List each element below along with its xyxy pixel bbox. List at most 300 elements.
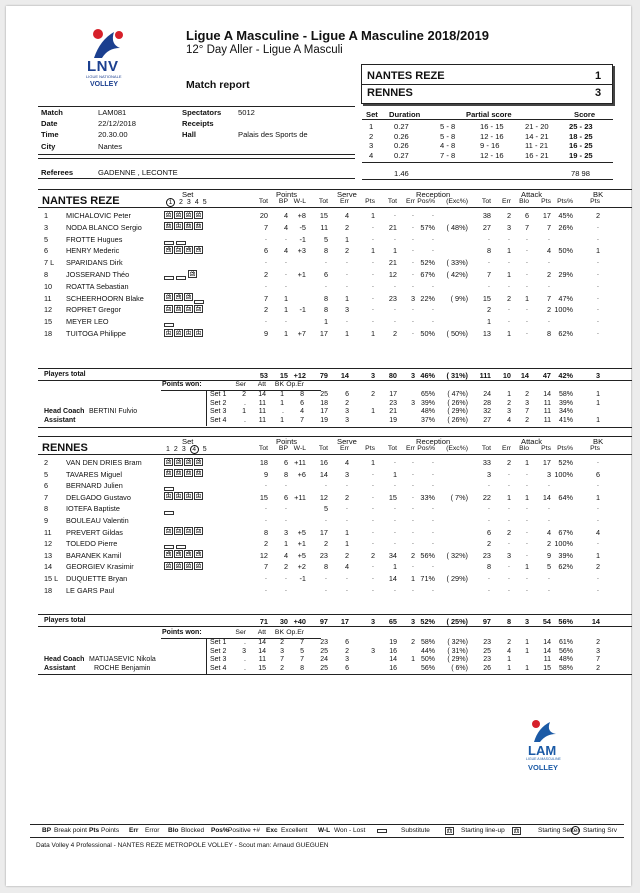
stat-cell: 2	[486, 539, 491, 549]
rule	[362, 84, 613, 85]
stat-cell: 8	[300, 391, 304, 398]
stat-cell: 15	[258, 664, 266, 672]
empty-dot: .	[508, 539, 510, 547]
head-coach-label: Head Coach	[44, 408, 85, 415]
stat-cell: 58%	[558, 664, 573, 672]
rule	[38, 207, 632, 208]
stat-cell: 15	[279, 371, 288, 380]
stat-cell: Pts	[590, 198, 600, 205]
stat-cell: 2	[506, 293, 511, 303]
stat-cell: 1	[242, 408, 246, 415]
stat-cell: ( 47%)	[447, 391, 468, 398]
stat-cell: Tot	[318, 198, 328, 205]
stat-cell: 58%	[558, 391, 573, 398]
empty-dot: .	[346, 504, 348, 512]
empty-dot: .	[372, 492, 374, 500]
empty-dot: .	[412, 469, 414, 477]
stat-cell: .	[244, 399, 246, 407]
stat-cell: 7	[300, 639, 304, 646]
empty-dot: .	[285, 504, 287, 512]
stat-cell: BP	[278, 198, 288, 205]
stat-cell: 44%	[420, 647, 435, 655]
empty-dot: .	[526, 539, 528, 547]
empty-dot: .	[488, 281, 490, 289]
empty-dot: .	[526, 281, 528, 289]
stat-cell: 11	[258, 416, 266, 424]
empty-dot: .	[526, 329, 528, 336]
stat-cell: Err	[501, 198, 511, 205]
set-cell: 18 - 25	[569, 131, 593, 141]
stat-cell: Pts%	[557, 198, 573, 205]
legend-blo-t: Blocked	[181, 827, 205, 834]
set-cell: 0.26	[394, 131, 409, 141]
stat-cell: 17	[319, 527, 328, 537]
empty-dot: .	[548, 258, 550, 266]
stat-cell: 11	[543, 408, 551, 415]
stat-cell: 7	[263, 293, 268, 303]
stat-cell: 3	[345, 408, 349, 415]
empty-dot: .	[412, 527, 414, 535]
score-col-header: Score	[574, 110, 596, 119]
set-cell: 9 - 16	[480, 141, 500, 150]
starting-position-box: 6	[174, 305, 183, 313]
empty-dot: .	[265, 516, 267, 523]
starting-position-box: 2	[174, 562, 183, 570]
empty-dot: .	[488, 574, 490, 581]
stat-cell: Op.Er	[286, 381, 304, 388]
empty-dot: .	[526, 234, 528, 242]
player-name: TUITOGA Philippe	[66, 329, 126, 338]
starting-position-box: 1	[194, 329, 203, 337]
empty-dot: .	[265, 585, 267, 593]
player-number: 3	[44, 222, 49, 232]
stat-cell: 3	[486, 469, 491, 479]
stat-cell: 8	[506, 617, 511, 626]
empty-dot: .	[394, 211, 396, 218]
stat-cell: 1	[524, 458, 529, 467]
empty-dot: .	[432, 562, 434, 570]
stat-cell: 8	[263, 527, 268, 537]
stat-cell: 23	[483, 656, 491, 663]
starting-position-box: 4	[194, 550, 203, 558]
volley-player-icon	[528, 718, 562, 742]
rule	[362, 162, 613, 163]
stat-cell: 8	[300, 664, 304, 672]
set-cell: 12 - 16	[480, 131, 504, 141]
starting-position-box: 2	[184, 211, 193, 219]
stat-cell: 2	[283, 562, 288, 572]
points-header: Points	[276, 437, 298, 446]
set-cell: 1	[369, 122, 374, 131]
referees-label: Referees	[41, 168, 74, 177]
stat-cell: Pts	[365, 198, 375, 205]
stat-cell: 47%	[558, 293, 573, 303]
match-date: 22/12/2018	[98, 119, 137, 128]
empty-dot: .	[372, 481, 374, 489]
empty-dot: .	[526, 504, 528, 512]
report-title: Ligue A Masculine - Ligue A Masculine 2018/2019	[186, 28, 489, 43]
stat-cell: 3	[595, 371, 600, 380]
stat-cell: 48%	[420, 408, 435, 415]
stat-cell: 9	[263, 329, 268, 338]
stat-cell: 1	[344, 539, 349, 549]
empty-dot: .	[526, 270, 528, 277]
set-boxes	[164, 246, 204, 264]
empty-dot: .	[526, 258, 528, 266]
stat-cell: 54	[542, 617, 551, 626]
legend-wl-t: Won - Lost	[334, 827, 366, 834]
starting-position-box: 2	[164, 211, 173, 219]
player-number: 14	[44, 562, 53, 572]
empty-dot: .	[394, 234, 396, 242]
set-boxes	[164, 329, 204, 347]
legend-bp: BP	[42, 827, 52, 834]
stat-cell: 1	[507, 664, 511, 672]
empty-dot: .	[372, 305, 374, 313]
stat-cell: 1	[486, 317, 491, 327]
empty-dot: .	[265, 281, 267, 289]
stat-cell: 2	[596, 664, 600, 672]
empty-dot: .	[548, 504, 550, 512]
stat-cell: +11	[294, 492, 306, 502]
empty-dot: .	[432, 516, 434, 523]
lam-bottom: VOLLEY	[528, 763, 559, 772]
stat-cell: 2	[486, 305, 491, 315]
empty-dot: .	[346, 270, 348, 277]
stat-cell: 1	[524, 562, 529, 572]
stat-cell: 100%	[554, 305, 573, 315]
stat-cell: 1	[370, 211, 375, 220]
stat-cell: 6	[283, 458, 288, 467]
legend-pts: Pts	[89, 827, 100, 834]
empty-dot: .	[508, 281, 510, 289]
head-coach-label: Head Coach	[44, 656, 85, 663]
stat-cell: 1	[392, 469, 397, 479]
stat-cell: ( 26%)	[447, 416, 468, 424]
stat-cell: 1	[411, 656, 415, 663]
stat-cell: 13	[482, 329, 491, 338]
empty-dot: .	[265, 574, 267, 581]
empty-dot: .	[372, 258, 374, 266]
legend-err-t: Error	[145, 827, 160, 834]
empty-dot: .	[548, 234, 550, 242]
legend-exc: Exc	[266, 827, 278, 834]
empty-dot: .	[372, 527, 374, 535]
rule	[38, 674, 632, 675]
starting-position-box: 1	[174, 222, 183, 230]
stat-cell: .	[244, 416, 246, 424]
player-name: TAVARES Miguel	[66, 469, 122, 479]
player-name: NODA BLANCO Sergio	[66, 222, 142, 232]
stat-cell: -1	[299, 574, 306, 583]
stat-cell: 39%	[558, 550, 573, 560]
stat-cell: 6	[595, 469, 600, 479]
player-name: BOULEAU Valentin	[66, 516, 129, 525]
stat-cell: 2	[344, 492, 349, 502]
stat-cell: 2	[595, 211, 600, 220]
stat-cell: BK	[274, 629, 284, 636]
stat-cell: Tot	[481, 445, 491, 452]
stat-cell: Pts	[541, 198, 551, 205]
stat-cell: Err	[339, 445, 349, 452]
stat-cell: 1	[371, 408, 375, 415]
stat-cell: 23	[319, 550, 328, 560]
starting-position-box: 1	[164, 329, 173, 337]
stat-cell: 7	[486, 270, 491, 279]
set-cell: 16 - 21	[525, 150, 549, 160]
lam-sub: LIGUE A MASCULINE	[526, 757, 561, 761]
empty-dot: .	[372, 293, 374, 301]
empty-dot: .	[346, 281, 348, 289]
empty-dot: .	[372, 469, 374, 477]
empty-dot: .	[508, 305, 510, 313]
set-row-label: Set 2	[210, 647, 227, 655]
points-won-label: Points won:	[162, 629, 202, 636]
empty-dot: .	[265, 258, 267, 266]
stat-cell: 2	[323, 539, 328, 549]
stat-cell: 2	[345, 647, 349, 655]
stat-cell: 6	[524, 211, 529, 220]
stat-cell: 80	[388, 371, 397, 380]
stat-cell: 14	[258, 639, 266, 646]
assistant-name: ROCHE Benjamin	[94, 665, 151, 672]
stat-cell: 2	[263, 305, 268, 315]
stat-cell: +1	[297, 270, 306, 279]
player-number: 8	[44, 504, 49, 514]
empty-dot: .	[346, 481, 348, 489]
set-boxes	[164, 270, 198, 288]
starting-position-box: 1	[184, 329, 193, 337]
match-city: Nantes	[98, 142, 123, 151]
stat-cell: 7	[280, 656, 284, 663]
player-name: HENRY Mederic	[66, 246, 120, 256]
empty-dot: .	[412, 317, 414, 325]
legend-blo: Blo	[168, 827, 179, 834]
stat-cell: 1	[595, 246, 600, 256]
stat-cell: 3	[280, 647, 284, 655]
rule	[38, 368, 632, 369]
set-number: 1	[166, 446, 170, 453]
set-cell: 25 - 23	[569, 122, 593, 131]
stat-cell: 56%	[558, 617, 573, 626]
set-number: 2	[179, 199, 183, 206]
volley-player-icon	[86, 26, 130, 60]
match-hall: Palais des Sports de	[238, 130, 308, 139]
attack-header: Attack	[521, 190, 543, 199]
set-number: 2	[173, 446, 178, 453]
stat-cell: 8	[323, 246, 328, 256]
starting-lineup-legend-box: n	[445, 827, 454, 835]
stat-cell: Op.Er	[286, 629, 304, 636]
legend-wl: W-L	[318, 827, 331, 834]
empty-dot: .	[372, 504, 374, 512]
stat-cell: 33	[482, 458, 491, 467]
empty-dot: .	[412, 222, 414, 230]
player-number: 2	[44, 458, 49, 467]
stat-cell: 1	[344, 527, 349, 537]
stat-cell: 1	[525, 647, 529, 655]
stat-cell: 25	[320, 647, 328, 655]
legend-bp-t: Break point	[54, 827, 87, 834]
stat-cell: 2	[263, 539, 268, 549]
stat-cell: 3	[546, 469, 551, 479]
set-numbers	[166, 445, 211, 454]
stat-cell: 4	[546, 527, 551, 537]
starting-position-box: 5	[164, 305, 173, 313]
stat-cell: Blo	[519, 445, 529, 452]
stat-cell: 3	[507, 408, 511, 415]
stat-cell: 7	[596, 656, 600, 663]
stat-cell: 15	[388, 492, 397, 502]
set-number: 3	[186, 199, 191, 206]
empty-dot: .	[394, 516, 396, 523]
empty-dot: .	[432, 281, 434, 289]
stat-cell: 16	[389, 647, 397, 655]
player-name: MEYER LEO	[66, 317, 109, 327]
lnv-text: LNV	[87, 58, 119, 75]
empty-dot: .	[412, 504, 414, 512]
empty-dot: .	[432, 246, 434, 254]
match-time: 20.30.00	[98, 130, 128, 139]
starting-position-box: 6	[164, 469, 173, 477]
player-name: BARANEK Kamil	[66, 550, 122, 560]
team-name: NANTES REZE	[42, 195, 120, 207]
stat-cell: 28	[483, 399, 491, 407]
player-name: LE GARS Paul	[66, 585, 115, 595]
stat-cell: 50%	[420, 329, 435, 338]
stat-cell: 3	[410, 293, 415, 303]
starting-position-box: 5	[174, 527, 183, 535]
rule	[38, 154, 355, 155]
set-number: 1	[166, 198, 175, 207]
empty-dot: .	[285, 270, 287, 277]
empty-dot: .	[432, 234, 434, 242]
stat-cell: .	[282, 408, 284, 415]
empty-dot: .	[597, 481, 599, 489]
empty-dot: .	[526, 550, 528, 558]
stat-cell: 1	[283, 329, 288, 338]
total-duration: 1.46	[394, 169, 409, 178]
stat-cell: 11	[258, 399, 266, 407]
starting-position-box: 2	[194, 211, 203, 219]
empty-dot: .	[412, 281, 414, 289]
stat-cell: 3	[524, 617, 529, 626]
report-page	[6, 6, 631, 886]
stat-cell: 15	[259, 492, 268, 502]
stat-cell: -1	[299, 305, 306, 315]
stat-cell: 17	[389, 391, 397, 398]
stat-cell: W-L	[293, 198, 306, 205]
set-row-label: Set 4	[210, 416, 227, 424]
stat-cell: 1	[370, 329, 375, 338]
stat-cell: Err	[405, 198, 415, 205]
stat-cell: 53	[259, 371, 268, 380]
empty-dot: .	[346, 317, 348, 325]
empty-dot: .	[394, 317, 396, 325]
stat-cell: 9	[546, 550, 551, 560]
set-header: Set	[182, 437, 194, 446]
lnv-bottom: VOLLEY	[90, 81, 119, 88]
empty-dot: .	[526, 317, 528, 325]
player-number: 1	[44, 211, 49, 220]
referees-value: GADENNE , LECONTE	[98, 168, 178, 177]
stat-cell: 52%	[420, 258, 435, 268]
legend-sv-t: Starting Srv	[583, 827, 617, 834]
player-name: DELGADO Gustavo	[66, 492, 131, 502]
stat-cell: 23	[483, 639, 491, 646]
stat-cell: 7	[263, 562, 268, 572]
starting-setter-legend-icon	[571, 826, 580, 835]
stat-cell: 12	[319, 492, 328, 502]
stat-cell: +8	[297, 211, 306, 220]
stat-cell: ( 29%)	[446, 574, 468, 583]
rule	[38, 158, 355, 159]
stat-cell: 2	[371, 391, 375, 398]
stat-cell: 25	[483, 647, 491, 655]
stat-cell: 97	[482, 617, 491, 626]
stat-cell: 42%	[558, 371, 573, 380]
substitute-mark	[164, 323, 174, 327]
stat-cell: 2	[345, 399, 349, 407]
stat-cell: 1	[323, 317, 328, 327]
starting-position-box: 4	[164, 246, 173, 254]
empty-dot: .	[526, 246, 528, 254]
stat-cell: 27	[483, 416, 491, 424]
empty-dot: .	[488, 481, 490, 489]
stat-cell: 17	[319, 329, 328, 338]
stat-cell: 4	[344, 458, 349, 467]
stat-cell: 20	[259, 211, 268, 220]
empty-dot: .	[372, 539, 374, 547]
stat-cell: 1	[595, 550, 600, 560]
stat-cell: 3	[344, 469, 349, 479]
stat-cell: 39%	[558, 399, 573, 407]
rule	[38, 614, 632, 615]
stat-cell: 1	[280, 391, 284, 398]
starting-position-box: 5	[174, 246, 183, 254]
empty-dot: .	[412, 585, 414, 593]
stat-cell: 2	[546, 270, 551, 279]
empty-dot: .	[548, 574, 550, 581]
stat-cell: 56%	[420, 550, 435, 560]
stat-cell: 30	[279, 617, 288, 626]
stat-cell: 18	[259, 458, 268, 467]
empty-dot: .	[526, 585, 528, 593]
set-row-label: Set 2	[210, 399, 227, 407]
rule	[30, 824, 624, 825]
stat-cell: 17	[542, 211, 551, 220]
set-number: 4	[190, 445, 199, 454]
rule	[38, 106, 355, 107]
stat-cell: 7	[300, 416, 304, 424]
stat-cell: Blo	[519, 198, 529, 205]
stat-cell: 24	[320, 656, 328, 663]
starting-position-box: 1	[174, 492, 183, 500]
empty-dot: .	[432, 481, 434, 489]
empty-dot: .	[432, 539, 434, 547]
match-date-label: Date	[41, 119, 58, 128]
substitute-mark	[176, 545, 186, 549]
substitute-mark	[164, 276, 174, 280]
empty-dot: .	[597, 539, 599, 547]
set-col-header: Set	[366, 110, 378, 119]
stat-cell: 3	[371, 647, 375, 655]
away-team-name: RENNES	[367, 87, 413, 99]
stat-cell: 1	[506, 492, 511, 502]
stat-cell: 15	[482, 293, 491, 303]
stat-cell: 22	[482, 492, 491, 502]
starting-position-box: 2	[174, 211, 183, 219]
